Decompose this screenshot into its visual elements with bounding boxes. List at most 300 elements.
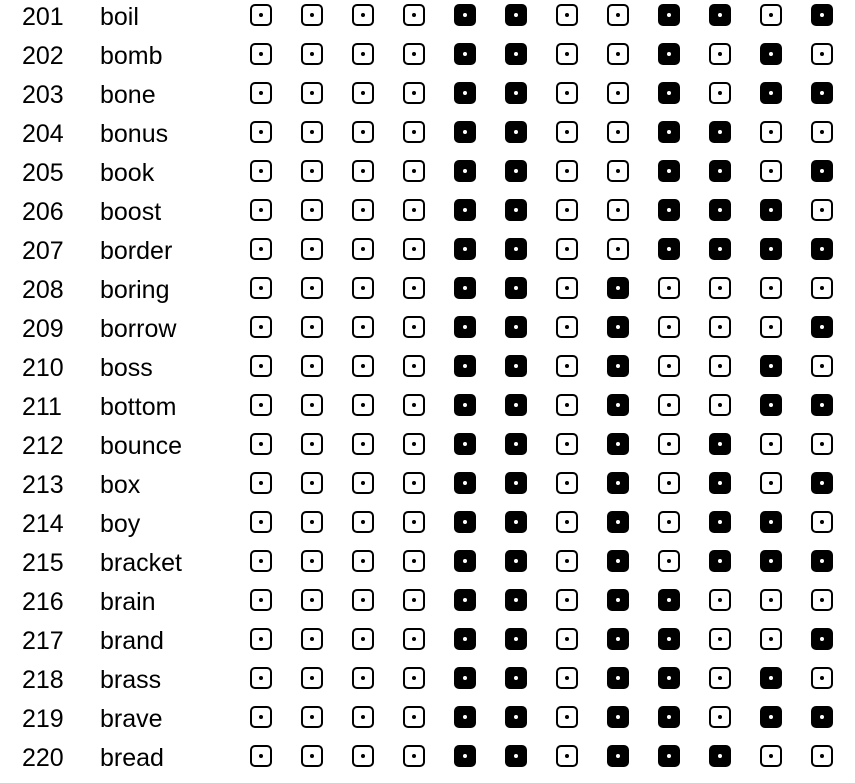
filled-bit-box-icon <box>658 706 680 728</box>
empty-bit-box-icon <box>352 667 374 689</box>
table-row <box>0 156 855 195</box>
table-row <box>0 234 855 273</box>
word-index: 210 <box>22 354 64 382</box>
empty-bit-box-icon <box>352 238 374 260</box>
table-row <box>0 0 855 39</box>
empty-bit-box-icon <box>556 277 578 299</box>
empty-bit-box-icon <box>403 355 425 377</box>
word-index: 205 <box>22 159 64 187</box>
empty-bit-box-icon <box>250 511 272 533</box>
word-index: 212 <box>22 432 64 460</box>
filled-bit-box-icon <box>658 4 680 26</box>
empty-bit-box-icon <box>301 589 323 611</box>
filled-bit-box-icon <box>709 199 731 221</box>
empty-bit-box-icon <box>556 4 578 26</box>
word-index: 215 <box>22 549 64 577</box>
empty-bit-box-icon <box>403 160 425 182</box>
empty-bit-box-icon <box>352 628 374 650</box>
word-index: 219 <box>22 705 64 733</box>
empty-bit-box-icon <box>403 706 425 728</box>
table-row <box>0 312 855 351</box>
filled-bit-box-icon <box>505 43 527 65</box>
filled-bit-box-icon <box>811 550 833 572</box>
filled-bit-box-icon <box>505 550 527 572</box>
empty-bit-box-icon <box>352 160 374 182</box>
empty-bit-box-icon <box>250 277 272 299</box>
empty-bit-box-icon <box>556 667 578 689</box>
empty-bit-box-icon <box>556 511 578 533</box>
filled-bit-box-icon <box>709 745 731 767</box>
empty-bit-box-icon <box>301 433 323 455</box>
filled-bit-box-icon <box>811 472 833 494</box>
empty-bit-box-icon <box>301 43 323 65</box>
word-label: bottom <box>100 393 177 421</box>
word-index: 208 <box>22 276 64 304</box>
filled-bit-box-icon <box>454 394 476 416</box>
empty-bit-box-icon <box>556 589 578 611</box>
empty-bit-box-icon <box>403 550 425 572</box>
empty-bit-box-icon <box>250 199 272 221</box>
empty-bit-box-icon <box>556 550 578 572</box>
empty-bit-box-icon <box>556 43 578 65</box>
empty-bit-box-icon <box>760 4 782 26</box>
empty-bit-box-icon <box>250 238 272 260</box>
filled-bit-box-icon <box>811 628 833 650</box>
empty-bit-box-icon <box>352 316 374 338</box>
filled-bit-box-icon <box>505 355 527 377</box>
filled-bit-box-icon <box>454 43 476 65</box>
filled-bit-box-icon <box>505 316 527 338</box>
filled-bit-box-icon <box>607 628 629 650</box>
word-index: 204 <box>22 120 64 148</box>
filled-bit-box-icon <box>607 589 629 611</box>
empty-bit-box-icon <box>301 511 323 533</box>
word-index: 218 <box>22 666 64 694</box>
empty-bit-box-icon <box>556 160 578 182</box>
filled-bit-box-icon <box>607 472 629 494</box>
empty-bit-box-icon <box>556 199 578 221</box>
filled-bit-box-icon <box>658 667 680 689</box>
filled-bit-box-icon <box>811 316 833 338</box>
empty-bit-box-icon <box>301 238 323 260</box>
filled-bit-box-icon <box>607 394 629 416</box>
filled-bit-box-icon <box>505 511 527 533</box>
filled-bit-box-icon <box>505 277 527 299</box>
table-row <box>0 507 855 546</box>
filled-bit-box-icon <box>760 550 782 572</box>
filled-bit-box-icon <box>811 82 833 104</box>
word-index: 214 <box>22 510 64 538</box>
empty-bit-box-icon <box>250 4 272 26</box>
empty-bit-box-icon <box>709 316 731 338</box>
empty-bit-box-icon <box>352 121 374 143</box>
empty-bit-box-icon <box>250 589 272 611</box>
empty-bit-box-icon <box>403 394 425 416</box>
filled-bit-box-icon <box>505 472 527 494</box>
word-index: 203 <box>22 81 64 109</box>
filled-bit-box-icon <box>454 628 476 650</box>
empty-bit-box-icon <box>403 4 425 26</box>
word-label: boy <box>100 510 141 538</box>
empty-bit-box-icon <box>352 394 374 416</box>
filled-bit-box-icon <box>607 667 629 689</box>
filled-bit-box-icon <box>505 199 527 221</box>
filled-bit-box-icon <box>760 511 782 533</box>
filled-bit-box-icon <box>658 238 680 260</box>
word-label: boring <box>100 276 170 304</box>
empty-bit-box-icon <box>607 82 629 104</box>
empty-bit-box-icon <box>709 628 731 650</box>
filled-bit-box-icon <box>454 238 476 260</box>
table-row <box>0 78 855 117</box>
empty-bit-box-icon <box>658 277 680 299</box>
word-index: 217 <box>22 627 64 655</box>
table-row <box>0 39 855 78</box>
word-label: bomb <box>100 42 163 70</box>
filled-bit-box-icon <box>658 160 680 182</box>
empty-bit-box-icon <box>811 277 833 299</box>
table-row <box>0 741 855 780</box>
filled-bit-box-icon <box>760 394 782 416</box>
word-label: brand <box>100 627 164 655</box>
word-label: box <box>100 471 141 499</box>
table-row <box>0 351 855 390</box>
empty-bit-box-icon <box>811 667 833 689</box>
filled-bit-box-icon <box>607 550 629 572</box>
word-index: 213 <box>22 471 64 499</box>
filled-bit-box-icon <box>454 511 476 533</box>
empty-bit-box-icon <box>607 43 629 65</box>
word-label: borrow <box>100 315 177 343</box>
empty-bit-box-icon <box>709 355 731 377</box>
empty-bit-box-icon <box>301 316 323 338</box>
word-index: 209 <box>22 315 64 343</box>
empty-bit-box-icon <box>250 706 272 728</box>
filled-bit-box-icon <box>505 667 527 689</box>
empty-bit-box-icon <box>658 472 680 494</box>
empty-bit-box-icon <box>811 199 833 221</box>
empty-bit-box-icon <box>607 160 629 182</box>
filled-bit-box-icon <box>658 199 680 221</box>
empty-bit-box-icon <box>403 238 425 260</box>
filled-bit-box-icon <box>454 589 476 611</box>
empty-bit-box-icon <box>811 355 833 377</box>
filled-bit-box-icon <box>454 277 476 299</box>
empty-bit-box-icon <box>250 745 272 767</box>
empty-bit-box-icon <box>250 628 272 650</box>
empty-bit-box-icon <box>658 511 680 533</box>
filled-bit-box-icon <box>709 511 731 533</box>
empty-bit-box-icon <box>556 745 578 767</box>
empty-bit-box-icon <box>403 472 425 494</box>
filled-bit-box-icon <box>454 82 476 104</box>
filled-bit-box-icon <box>505 706 527 728</box>
table-row <box>0 624 855 663</box>
empty-bit-box-icon <box>556 706 578 728</box>
filled-bit-box-icon <box>760 238 782 260</box>
empty-bit-box-icon <box>403 589 425 611</box>
empty-bit-box-icon <box>760 433 782 455</box>
word-label: bone <box>100 81 156 109</box>
table-row <box>0 468 855 507</box>
empty-bit-box-icon <box>250 43 272 65</box>
filled-bit-box-icon <box>811 4 833 26</box>
filled-bit-box-icon <box>811 394 833 416</box>
filled-bit-box-icon <box>454 355 476 377</box>
empty-bit-box-icon <box>556 628 578 650</box>
filled-bit-box-icon <box>505 121 527 143</box>
empty-bit-box-icon <box>301 82 323 104</box>
empty-bit-box-icon <box>709 43 731 65</box>
empty-bit-box-icon <box>607 238 629 260</box>
empty-bit-box-icon <box>352 277 374 299</box>
empty-bit-box-icon <box>811 511 833 533</box>
empty-bit-box-icon <box>250 316 272 338</box>
empty-bit-box-icon <box>250 433 272 455</box>
empty-bit-box-icon <box>556 394 578 416</box>
empty-bit-box-icon <box>556 316 578 338</box>
filled-bit-box-icon <box>709 472 731 494</box>
empty-bit-box-icon <box>250 160 272 182</box>
filled-bit-box-icon <box>607 706 629 728</box>
filled-bit-box-icon <box>760 82 782 104</box>
empty-bit-box-icon <box>709 82 731 104</box>
word-label: book <box>100 159 155 187</box>
table-row <box>0 195 855 234</box>
table-row <box>0 585 855 624</box>
empty-bit-box-icon <box>403 199 425 221</box>
empty-bit-box-icon <box>709 394 731 416</box>
empty-bit-box-icon <box>607 4 629 26</box>
empty-bit-box-icon <box>607 121 629 143</box>
word-label: bounce <box>100 432 183 460</box>
filled-bit-box-icon <box>607 355 629 377</box>
empty-bit-box-icon <box>556 238 578 260</box>
filled-bit-box-icon <box>658 82 680 104</box>
empty-bit-box-icon <box>301 160 323 182</box>
word-label: brave <box>100 705 163 733</box>
empty-bit-box-icon <box>352 706 374 728</box>
empty-bit-box-icon <box>403 628 425 650</box>
empty-bit-box-icon <box>301 4 323 26</box>
filled-bit-box-icon <box>760 706 782 728</box>
empty-bit-box-icon <box>403 43 425 65</box>
empty-bit-box-icon <box>250 667 272 689</box>
word-label: bracket <box>100 549 182 577</box>
filled-bit-box-icon <box>658 745 680 767</box>
empty-bit-box-icon <box>556 121 578 143</box>
filled-bit-box-icon <box>454 4 476 26</box>
word-label: bread <box>100 744 164 772</box>
filled-bit-box-icon <box>454 706 476 728</box>
filled-bit-box-icon <box>658 43 680 65</box>
table-row <box>0 273 855 312</box>
empty-bit-box-icon <box>301 628 323 650</box>
filled-bit-box-icon <box>658 628 680 650</box>
empty-bit-box-icon <box>301 472 323 494</box>
filled-bit-box-icon <box>760 199 782 221</box>
filled-bit-box-icon <box>760 355 782 377</box>
empty-bit-box-icon <box>250 82 272 104</box>
word-index: 211 <box>22 393 62 421</box>
table-row <box>0 429 855 468</box>
empty-bit-box-icon <box>760 316 782 338</box>
filled-bit-box-icon <box>505 394 527 416</box>
filled-bit-box-icon <box>505 433 527 455</box>
empty-bit-box-icon <box>301 121 323 143</box>
filled-bit-box-icon <box>454 316 476 338</box>
word-index: 220 <box>22 744 64 772</box>
filled-bit-box-icon <box>454 472 476 494</box>
empty-bit-box-icon <box>250 355 272 377</box>
filled-bit-box-icon <box>505 160 527 182</box>
filled-bit-box-icon <box>709 433 731 455</box>
empty-bit-box-icon <box>301 667 323 689</box>
word-index: 202 <box>22 42 64 70</box>
word-label: brass <box>100 666 162 694</box>
word-label: brain <box>100 588 156 616</box>
table-row <box>0 663 855 702</box>
empty-bit-box-icon <box>352 4 374 26</box>
filled-bit-box-icon <box>607 511 629 533</box>
empty-bit-box-icon <box>658 355 680 377</box>
empty-bit-box-icon <box>352 745 374 767</box>
filled-bit-box-icon <box>709 238 731 260</box>
table-row <box>0 390 855 429</box>
empty-bit-box-icon <box>403 82 425 104</box>
filled-bit-box-icon <box>760 43 782 65</box>
empty-bit-box-icon <box>352 589 374 611</box>
empty-bit-box-icon <box>811 433 833 455</box>
empty-bit-box-icon <box>301 745 323 767</box>
empty-bit-box-icon <box>658 316 680 338</box>
filled-bit-box-icon <box>607 745 629 767</box>
empty-bit-box-icon <box>811 43 833 65</box>
word-index: 207 <box>22 237 64 265</box>
filled-bit-box-icon <box>454 550 476 572</box>
filled-bit-box-icon <box>505 82 527 104</box>
filled-bit-box-icon <box>709 4 731 26</box>
filled-bit-box-icon <box>709 121 731 143</box>
empty-bit-box-icon <box>556 82 578 104</box>
word-label: bonus <box>100 120 169 148</box>
empty-bit-box-icon <box>709 706 731 728</box>
empty-bit-box-icon <box>352 199 374 221</box>
filled-bit-box-icon <box>505 628 527 650</box>
filled-bit-box-icon <box>607 277 629 299</box>
empty-bit-box-icon <box>760 277 782 299</box>
empty-bit-box-icon <box>607 199 629 221</box>
empty-bit-box-icon <box>250 550 272 572</box>
filled-bit-box-icon <box>505 589 527 611</box>
empty-bit-box-icon <box>760 472 782 494</box>
word-label: boss <box>100 354 153 382</box>
filled-bit-box-icon <box>454 199 476 221</box>
filled-bit-box-icon <box>607 316 629 338</box>
filled-bit-box-icon <box>454 160 476 182</box>
filled-bit-box-icon <box>505 238 527 260</box>
empty-bit-box-icon <box>301 355 323 377</box>
table-row <box>0 546 855 585</box>
word-index: 216 <box>22 588 64 616</box>
empty-bit-box-icon <box>556 472 578 494</box>
empty-bit-box-icon <box>811 121 833 143</box>
empty-bit-box-icon <box>760 121 782 143</box>
word-label: boost <box>100 198 162 226</box>
empty-bit-box-icon <box>301 277 323 299</box>
empty-bit-box-icon <box>709 589 731 611</box>
empty-bit-box-icon <box>658 433 680 455</box>
empty-bit-box-icon <box>352 43 374 65</box>
empty-bit-box-icon <box>352 511 374 533</box>
word-index: 201 <box>22 3 64 31</box>
empty-bit-box-icon <box>403 433 425 455</box>
empty-bit-box-icon <box>352 82 374 104</box>
empty-bit-box-icon <box>760 589 782 611</box>
word-label: boil <box>100 3 139 31</box>
empty-bit-box-icon <box>301 706 323 728</box>
empty-bit-box-icon <box>250 472 272 494</box>
table-row <box>0 117 855 156</box>
empty-bit-box-icon <box>811 589 833 611</box>
empty-bit-box-icon <box>352 433 374 455</box>
table-row <box>0 702 855 741</box>
word-index: 206 <box>22 198 64 226</box>
empty-bit-box-icon <box>301 394 323 416</box>
empty-bit-box-icon <box>658 394 680 416</box>
filled-bit-box-icon <box>607 433 629 455</box>
word-label: border <box>100 237 173 265</box>
empty-bit-box-icon <box>760 160 782 182</box>
empty-bit-box-icon <box>403 745 425 767</box>
filled-bit-box-icon <box>709 160 731 182</box>
empty-bit-box-icon <box>250 394 272 416</box>
empty-bit-box-icon <box>301 550 323 572</box>
empty-bit-box-icon <box>403 121 425 143</box>
empty-bit-box-icon <box>556 355 578 377</box>
filled-bit-box-icon <box>505 4 527 26</box>
filled-bit-box-icon <box>454 745 476 767</box>
empty-bit-box-icon <box>301 199 323 221</box>
empty-bit-box-icon <box>709 667 731 689</box>
filled-bit-box-icon <box>658 121 680 143</box>
empty-bit-box-icon <box>250 121 272 143</box>
empty-bit-box-icon <box>352 550 374 572</box>
filled-bit-box-icon <box>454 667 476 689</box>
filled-bit-box-icon <box>454 121 476 143</box>
empty-bit-box-icon <box>811 745 833 767</box>
filled-bit-box-icon <box>811 238 833 260</box>
filled-bit-box-icon <box>505 745 527 767</box>
empty-bit-box-icon <box>403 667 425 689</box>
empty-bit-box-icon <box>352 472 374 494</box>
filled-bit-box-icon <box>760 667 782 689</box>
filled-bit-box-icon <box>811 160 833 182</box>
filled-bit-box-icon <box>811 706 833 728</box>
empty-bit-box-icon <box>403 316 425 338</box>
empty-bit-box-icon <box>556 433 578 455</box>
filled-bit-box-icon <box>658 589 680 611</box>
filled-bit-box-icon <box>454 433 476 455</box>
empty-bit-box-icon <box>760 628 782 650</box>
empty-bit-box-icon <box>658 550 680 572</box>
empty-bit-box-icon <box>403 277 425 299</box>
empty-bit-box-icon <box>352 355 374 377</box>
empty-bit-box-icon <box>403 511 425 533</box>
empty-bit-box-icon <box>709 277 731 299</box>
filled-bit-box-icon <box>709 550 731 572</box>
empty-bit-box-icon <box>760 745 782 767</box>
